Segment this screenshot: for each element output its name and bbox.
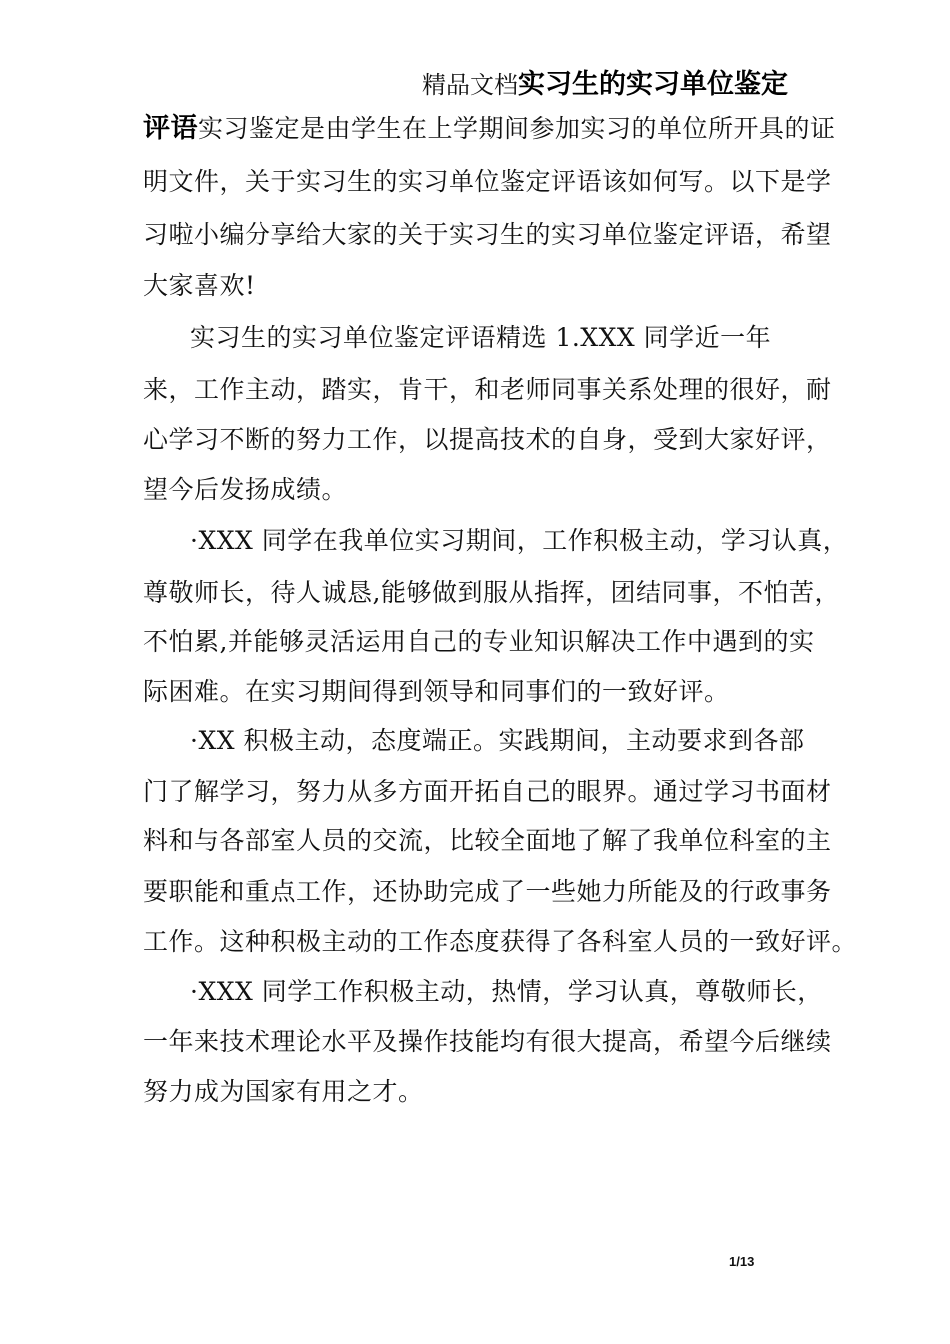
intro-text: 实习鉴定是由学生在上学期间参加实习的单位所开具的证 xyxy=(198,114,836,143)
document-title: 实习生的实习单位鉴定 xyxy=(518,69,788,100)
para1-line-2: 来，工作主动，踏实，肯干，和老师同事关系处理的很好，耐 xyxy=(143,375,832,404)
para4-line-3: 努力成为国家有用之才。 xyxy=(143,1077,424,1106)
para2-line-4: 际困难。在实习期间得到领导和同事们的一致好评。 xyxy=(143,677,730,706)
page-header xyxy=(422,62,788,101)
intro-line-3: 习啦小编分享给大家的关于实习生的实习单位鉴定评语，希望 xyxy=(143,220,832,249)
para3-line-4: 要职能和重点工作，还协助完成了一些她力所能及的行政事务 xyxy=(143,877,832,906)
para2-line-2: 尊敬师长，待人诚恳,能够做到服从指挥，团结同事，不怕苦， xyxy=(143,578,840,607)
para4-line-2: 一年来技术理论水平及操作技能均有很大提高，希望今后继续 xyxy=(143,1027,832,1056)
para3-line-2: 门了解学习，努力从多方面开拓自己的眼界。通过学习书面材 xyxy=(143,777,832,806)
document-title-continued: 评语 xyxy=(143,113,198,144)
page-number: 1/13 xyxy=(729,1254,755,1269)
para1-line-4: 望今后发扬成绩。 xyxy=(143,475,348,504)
para2-line-1: ·XXX 同学在我单位实习期间，工作积极主动，学习认真， xyxy=(190,526,849,555)
intro-line-1 xyxy=(143,113,836,145)
header-tag: 精品文档 xyxy=(422,71,518,99)
para2-line-3: 不怕累,并能够灵活运用自己的专业知识解决工作中遇到的实 xyxy=(143,627,815,656)
para4-line-1: ·XXX 同学工作积极主动，热情，学习认真，尊敬师长， xyxy=(190,977,823,1006)
intro-line-2: 明文件，关于实习生的实习单位鉴定评语该如何写。以下是学 xyxy=(143,167,832,196)
intro-line-4: 大家喜欢! xyxy=(143,271,256,300)
para1-line-3: 心学习不断的努力工作，以提高技术的自身，受到大家好评， xyxy=(143,425,832,454)
para3-line-1: ·XX 积极主动，态度端正。实践期间，主动要求到各部 xyxy=(190,726,805,755)
para3-line-3: 料和与各部室人员的交流，比较全面地了解了我单位科室的主 xyxy=(143,826,832,855)
para3-line-5: 工作。这种积极主动的工作态度获得了各科室人员的一致好评。 xyxy=(143,927,858,956)
para1-line-1: 实习生的实习单位鉴定评语精选 1.XXX 同学近一年 xyxy=(190,323,772,352)
